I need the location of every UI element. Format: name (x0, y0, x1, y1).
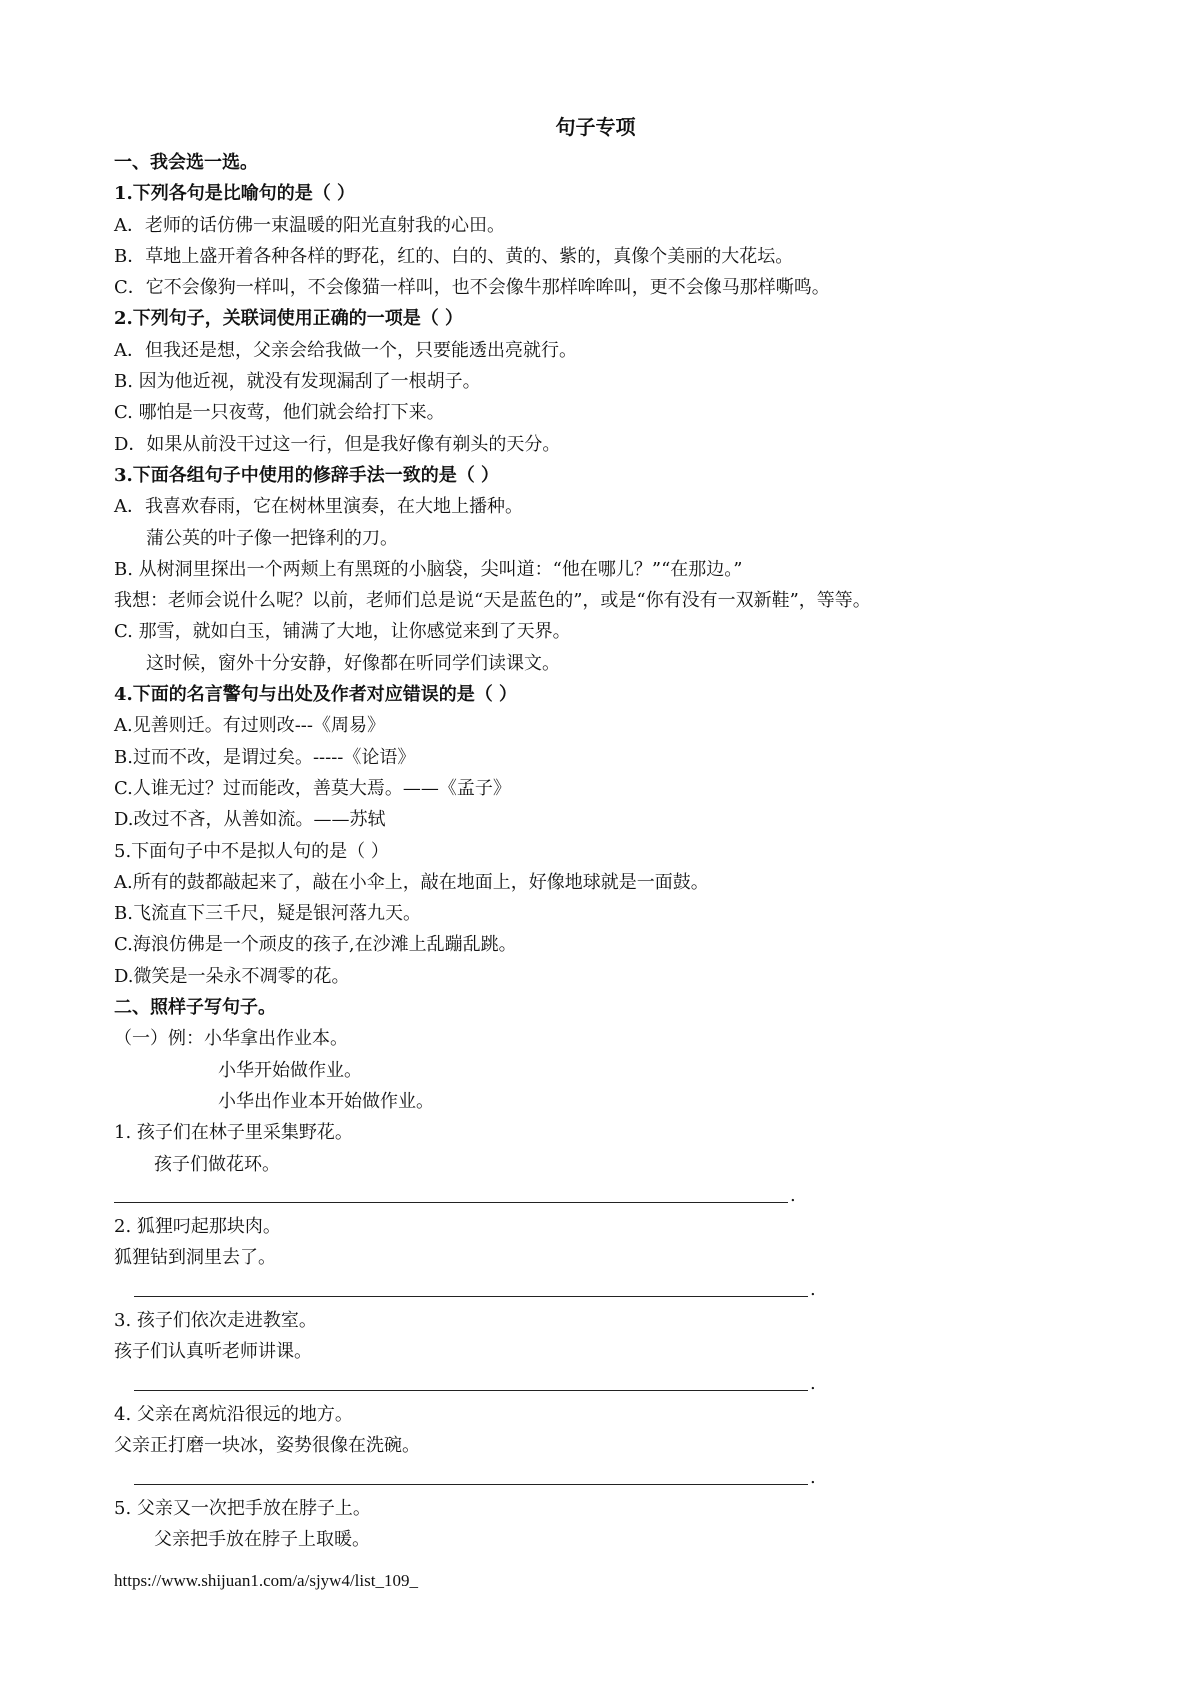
period-mark: . (810, 1372, 816, 1394)
answer-blank[interactable] (114, 1180, 1074, 1211)
option-line: B.过而不改，是谓过矣。-----《论语》 (114, 746, 416, 768)
example-line: 小华出作业本开始做作业。 (218, 1090, 434, 1112)
example-line: 小华开始做作业。 (218, 1059, 362, 1081)
source-url: https://www.shijuan1.com/a/sjyw4/list_109_ (114, 1571, 418, 1590)
exercise-sentence: 1. 孩子们在林子里采集野花。 (114, 1122, 353, 1144)
period-mark: . (790, 1185, 796, 1207)
section-heading: 二、照样子写句子。 (114, 997, 276, 1019)
period-mark: . (810, 1278, 816, 1300)
option-line: 这时候，窗外十分安静，好像都在听同学们读课文。 (146, 652, 560, 674)
option-line: A．我喜欢春雨，它在树林里演奏，在大地上播种。 (114, 496, 523, 518)
option-line: C.海浪仿佛是一个顽皮的孩子,在沙滩上乱蹦乱跳。 (114, 934, 517, 956)
question-stem: 5.下面句子中不是拟人句的是（ ） (114, 840, 389, 862)
exercise-sentence: 父亲正打磨一块冰，姿势很像在洗碗。 (114, 1435, 420, 1457)
exercise-sentence: 狐狸钻到洞里去了。 (114, 1247, 276, 1269)
option-line: B. 从树洞里探出一个两颊上有黑斑的小脑袋，尖叫道：“他在哪儿？”“在那边。” (114, 558, 743, 580)
answer-blank[interactable] (114, 1461, 1074, 1492)
option-line: D.微笑是一朵永不凋零的花。 (114, 965, 350, 987)
option-line: D．如果从前没干过这一行，但是我好像有剃头的天分。 (114, 433, 561, 455)
option-line: D.改过不吝，从善如流。——苏轼 (114, 809, 386, 831)
option-line: A．但我还是想，父亲会给我做一个，只要能透出亮就行。 (114, 339, 577, 361)
period-mark: . (810, 1466, 816, 1488)
option-line: C．它不会像狗一样叫，不会像猫一样叫，也不会像牛那样哞哞叫，更不会像马那样嘶鸣。 (114, 277, 830, 299)
exercise-sentence: 孩子们做花环。 (154, 1153, 280, 1175)
option-line: B.飞流直下三千尺，疑是银河落九天。 (114, 903, 421, 925)
question-stem: 3.下面各组句子中使用的修辞手法一致的是（ ） (114, 464, 500, 486)
page-title: 句子专项 (555, 115, 636, 139)
exercise-sentence: 孩子们认真听老师讲课。 (114, 1341, 312, 1363)
answer-blank[interactable] (114, 1274, 1074, 1305)
worksheet-body (114, 147, 1074, 1555)
option-line: C. 哪怕是一只夜莺，他们就会给打下来。 (114, 402, 445, 424)
exercise-sentence: 父亲把手放在脖子上取暖。 (154, 1529, 370, 1551)
option-line: B. 因为他近视，就没有发现漏刮了一根胡子。 (114, 371, 481, 393)
answer-blank[interactable] (114, 1368, 1074, 1399)
exercise-sentence: 2. 狐狸叼起那块肉。 (114, 1216, 281, 1238)
option-line: A.见善则迁。有过则改---《周易》 (114, 715, 385, 737)
exercise-sentence: 4. 父亲在离炕沿很远的地方。 (114, 1403, 353, 1425)
section-heading: 一、我会选一选。 (114, 152, 258, 173)
option-line: 蒲公英的叶子像一把锋利的刀。 (146, 527, 398, 549)
option-line: 我想：老师会说什么呢？以前，老师们总是说“天是蓝色的”，或是“你有没有一双新鞋”，等等。 (114, 590, 871, 612)
exercise-sentence: 3. 孩子们依次走进教室。 (114, 1309, 317, 1331)
option-line: C. 那雪，就如白玉，铺满了大地，让你感觉来到了天界。 (114, 621, 571, 643)
question-stem: 4.下面的名言警句与出处及作者对应错误的是（ ） (114, 684, 518, 706)
question-stem: 1.下列各句是比喻句的是（ ） (114, 183, 356, 205)
option-line: A.所有的鼓都敲起来了，敲在小伞上，敲在地面上，好像地球就是一面鼓。 (114, 871, 709, 893)
option-line: C.人谁无过？过而能改，善莫大焉。——《孟子》 (114, 777, 511, 799)
option-line: B．草地上盛开着各种各样的野花，红的、白的、黄的、紫的，真像个美丽的大花坛。 (114, 245, 794, 267)
example-label: （一）例：小华拿出作业本。 (114, 1028, 348, 1050)
option-line: A．老师的话仿佛一束温暖的阳光直射我的心田。 (114, 214, 505, 236)
exercise-sentence: 5. 父亲又一次把手放在脖子上。 (114, 1497, 371, 1519)
question-stem: 2.下列句子，关联词使用正确的一项是（ ） (114, 308, 464, 330)
